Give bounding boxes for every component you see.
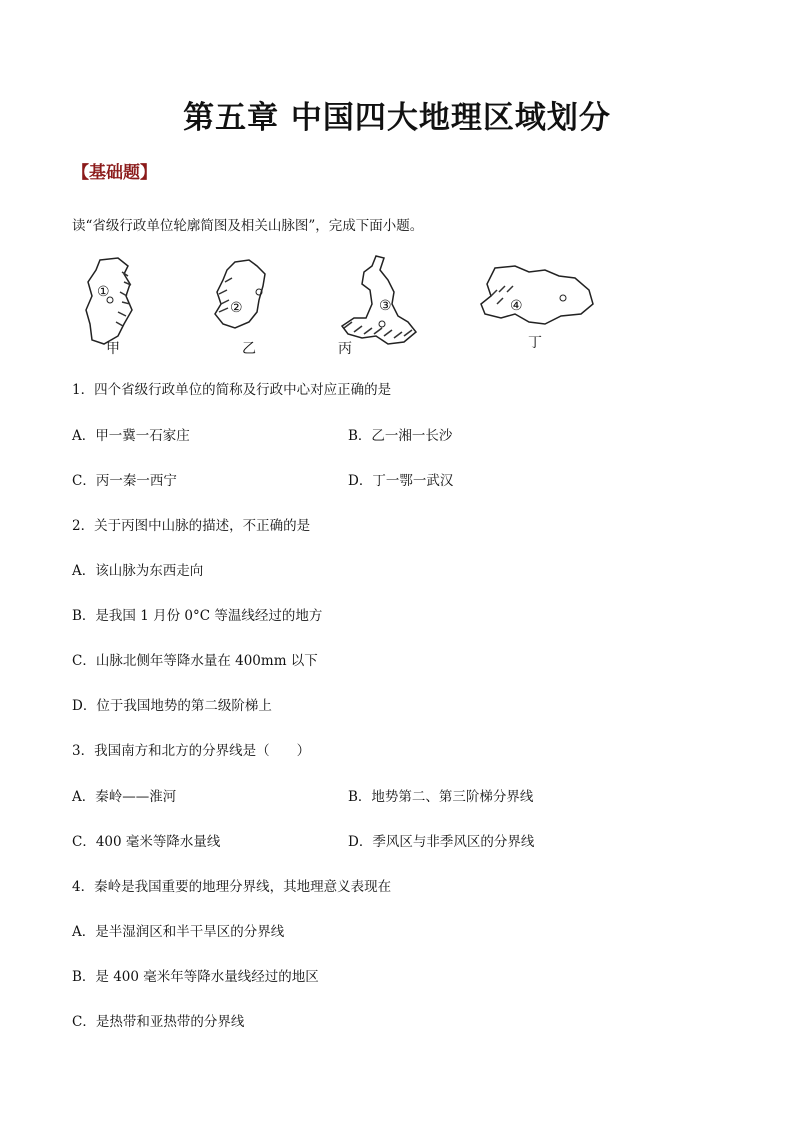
- question-4-stem: 4．秦岭是我国重要的地理分界线，其地理意义表现在: [72, 879, 392, 895]
- map-ding: [475, 252, 595, 337]
- map-label: 丙: [338, 341, 352, 357]
- question-1-option-d: D．丁一鄂一武汉: [348, 473, 454, 489]
- question-2-stem: 2．关于丙图中山脉的描述，不正确的是: [72, 518, 311, 534]
- question-4-option-c: C．是热带和亚热带的分界线: [72, 1014, 245, 1030]
- question-2-option-d: D．位于我国地势的第二级阶梯上: [72, 698, 272, 714]
- map-number: ①: [97, 284, 110, 300]
- question-1-option-b: B．乙一湘一长沙: [348, 428, 453, 444]
- province-maps: [70, 252, 610, 362]
- question-3-option-d: D．季风区与非季风区的分界线: [348, 834, 535, 850]
- question-1-option-c: C．丙一秦一西宁: [72, 473, 177, 489]
- question-2-option-b: B．是我国 1 月份 0°C 等温线经过的地方: [72, 608, 323, 624]
- map-jia: [78, 252, 148, 352]
- question-2-option-c: C．山脉北侧年等降水量在 400mm 以下: [72, 653, 318, 669]
- section-heading: 【基础题】: [72, 163, 157, 183]
- map-number: ②: [230, 300, 243, 316]
- map-yi: [205, 252, 275, 337]
- map-number: ④: [510, 298, 523, 314]
- question-1-option-a: A．甲一冀一石家庄: [72, 428, 190, 444]
- question-3-option-a: A．秦岭——淮河: [72, 789, 177, 805]
- question-4-option-b: B．是 400 毫米年等降水量线经过的地区: [72, 969, 319, 985]
- intro-text: 读“省级行政单位轮廓简图及相关山脉图”，完成下面小题。: [72, 218, 424, 234]
- map-label: 甲: [106, 341, 120, 357]
- map-label: 丁: [528, 335, 542, 351]
- question-2-option-a: A．该山脉为东西走向: [72, 563, 204, 579]
- question-4-option-a: A．是半湿润区和半干旱区的分界线: [72, 924, 285, 940]
- question-3-option-b: B．地势第二、第三阶梯分界线: [348, 789, 534, 805]
- map-label: 乙: [242, 341, 256, 357]
- question-3-stem: 3．我国南方和北方的分界线是（ ）: [72, 743, 311, 759]
- page-title: 第五章 中国四大地理区域划分: [183, 100, 611, 136]
- map-number: ③: [379, 298, 392, 314]
- question-3-option-c: C．400 毫米等降水量线: [72, 834, 221, 850]
- question-1-stem: 1．四个省级行政单位的简称及行政中心对应正确的是: [72, 382, 392, 398]
